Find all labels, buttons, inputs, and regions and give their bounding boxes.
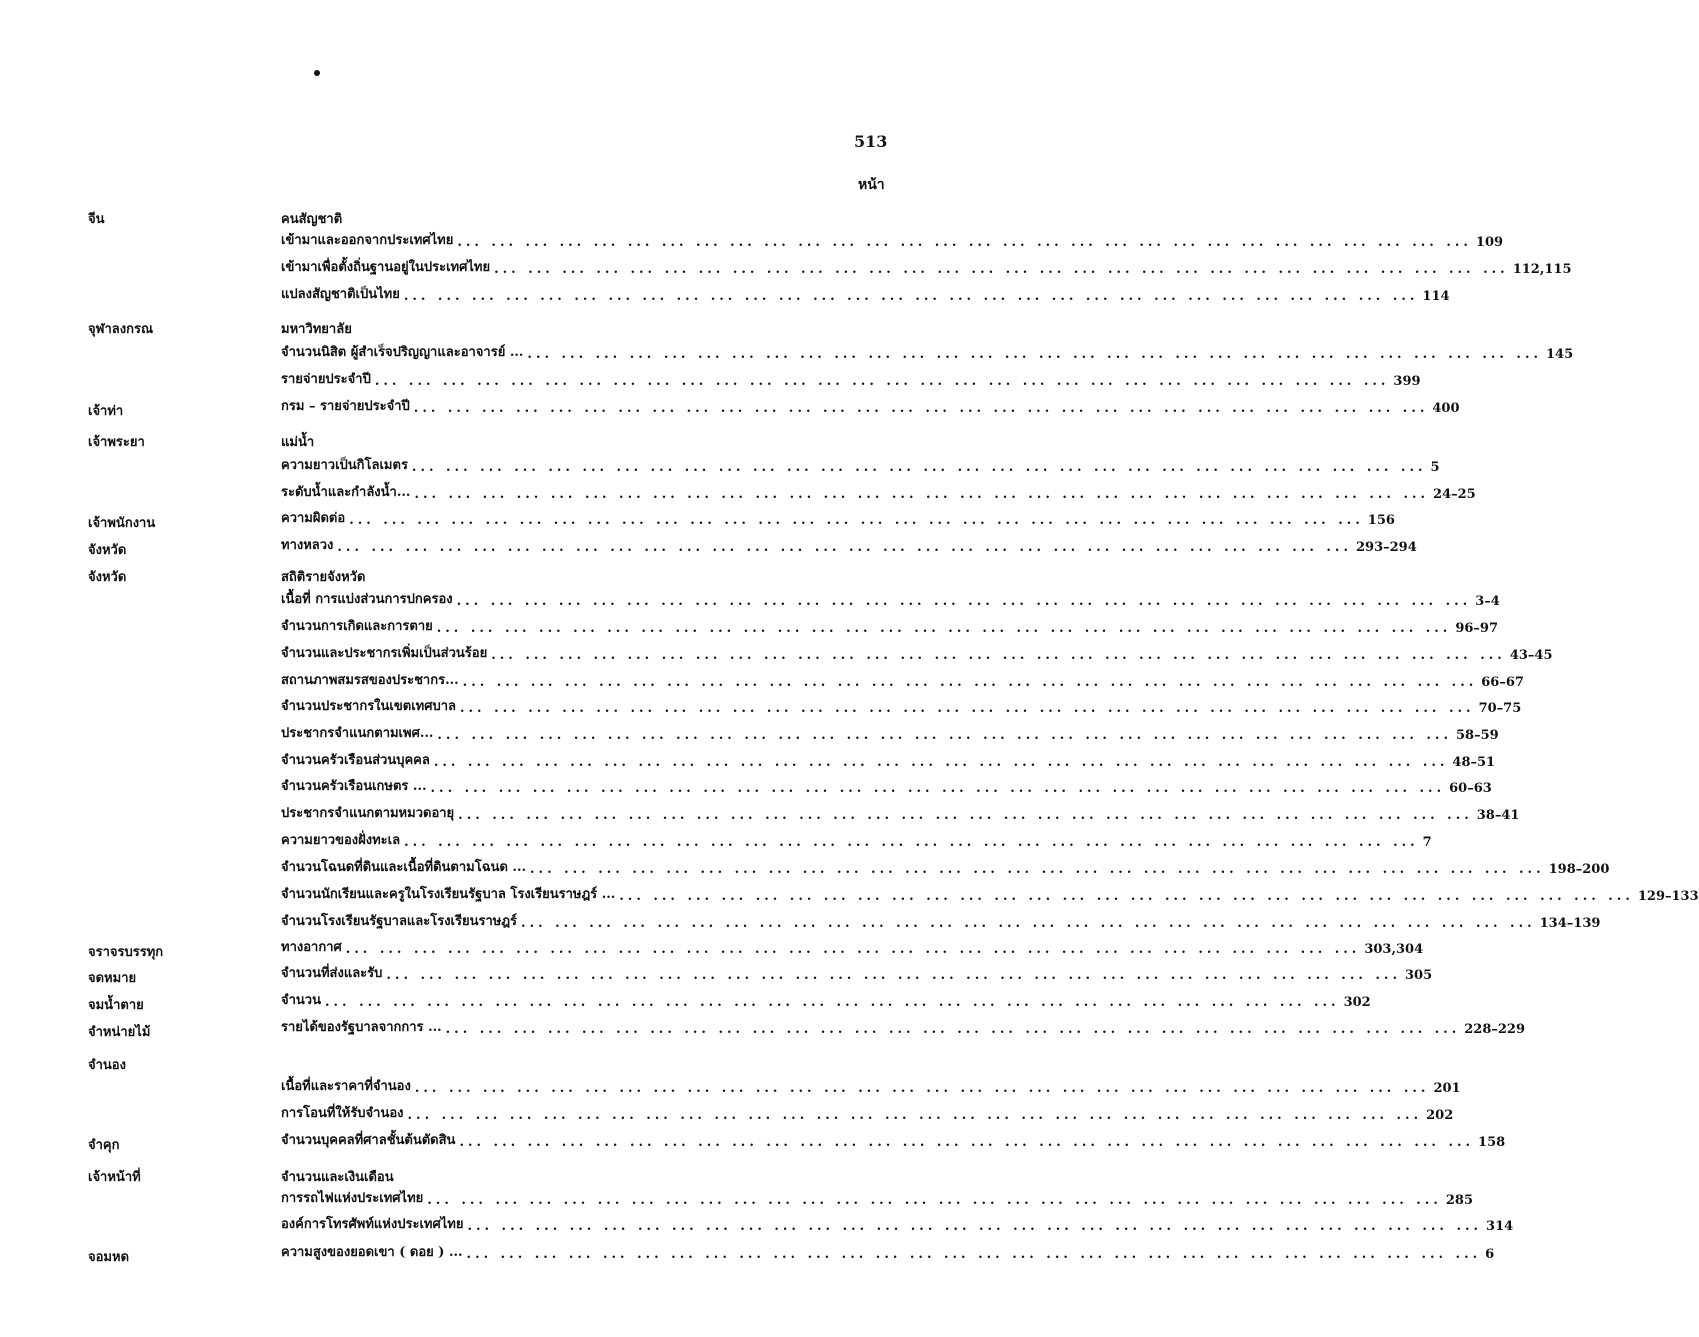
- index-subheading: แม่น้ำ: [281, 435, 315, 450]
- index-row: [281, 965, 1433, 983]
- print-speck: [314, 70, 320, 76]
- dot-leader: ... ... ... ... ... ... ... ... ... ... ... ... ... ... ... ... ... ... ... ... ... ... ... ... ... ... ... ... ... ...: [414, 487, 1430, 502]
- index-subheading: มหาวิทยาลัย: [281, 322, 352, 337]
- index-term: เจ้าหน้าที่: [88, 1170, 141, 1185]
- row-page: 6: [1485, 1247, 1495, 1262]
- row-description: ความยาวของฝั่งทะเล: [281, 833, 401, 848]
- row-page: 66–67: [1481, 675, 1524, 690]
- dot-leader: ... ... ... ... ... ... ... ... ... ... ... ... ... ... ... ... ... ... ... ... ... ... ... ... ... ... ... ... ... ...: [427, 1193, 1442, 1208]
- row-page: 7: [1422, 835, 1432, 850]
- index-term: จำคุก: [88, 1138, 120, 1153]
- row-page: 48–51: [1452, 755, 1496, 770]
- index-row: [281, 859, 1610, 877]
- dot-leader: ... ... ... ... ... ... ... ... ... ... ... ... ... ... ... ... ... ... ... ... ... ... ... ... ... ... ... ... ... ...: [491, 648, 1506, 663]
- index-row: [281, 1078, 1461, 1096]
- dot-leader: ... ... ... ... ... ... ... ... ... ... ... ... ... ... ... ... ... ... ... ... ... ... ... ... ... ... ... ... ... ...: [459, 1135, 1475, 1150]
- index-row: [281, 484, 1476, 502]
- row-page: 96–97: [1455, 621, 1499, 636]
- index-row: [281, 344, 1574, 362]
- index-term: จำหน่ายไม้: [88, 1025, 151, 1040]
- dot-leader: ... ... ... ... ... ... ... ... ... ... ... ... ... ... ... ... ... ... ... ... ... ... ... ... ... ... ... ... ... ...: [494, 262, 1509, 277]
- index-row: [281, 510, 1395, 528]
- row-description: ระดับน้ำและกำลังน้ำ...: [281, 485, 411, 500]
- dot-leader: ... ... ... ... ... ... ... ... ... ... ... ... ... ... ... ... ... ... ... ... ... ... ... ... ... ... ... ... ... ...: [456, 594, 1472, 609]
- dot-leader: ... ... ... ... ... ... ... ... ... ... ... ... ... ... ... ... ... ... ... ... ... ... ... ... ... ... ... ... ... ...: [337, 540, 1352, 555]
- index-row: [281, 232, 1504, 250]
- dot-leader: ... ... ... ... ... ... ... ... ... ... ... ... ... ... ... ... ... ... ... ... ... ... ... ... ... ... ... ... ... ...: [457, 235, 1472, 250]
- index-row: [281, 1132, 1506, 1150]
- index-row: [281, 457, 1440, 475]
- index-term: จังหวัด: [88, 570, 127, 585]
- index-row: [281, 778, 1492, 796]
- row-page: 158: [1478, 1135, 1506, 1150]
- dot-leader: ... ... ... ... ... ... ... ... ... ... ... ... ... ... ... ... ... ... ... ... ... ... ... ... ... ... ... ... ... ...: [445, 1022, 1461, 1037]
- index-row: [281, 913, 1601, 931]
- row-page: 305: [1405, 968, 1433, 983]
- row-page: 43–45: [1509, 648, 1553, 663]
- dot-leader: ... ... ... ... ... ... ... ... ... ... ... ... ... ... ... ... ... ... ... ... ... ... ... ... ... ... ... ... ... ...: [414, 1081, 1430, 1096]
- row-description: กรม – รายจ่ายประจำปี: [281, 399, 410, 414]
- row-page: 5: [1430, 460, 1440, 475]
- row-description: เข้ามาเพื่อตั้งถิ่นฐานอยู่ในประเทศไทย: [281, 260, 491, 275]
- row-description: จำนวนการเกิดและการตาย: [281, 619, 433, 634]
- row-page: 3–4: [1475, 594, 1500, 609]
- index-subheading: สถิติรายจังหวัด: [281, 570, 366, 585]
- index-term: จำนอง: [88, 1058, 126, 1073]
- index-row: [281, 992, 1371, 1010]
- row-page: 228–229: [1464, 1022, 1526, 1037]
- row-page: 156: [1367, 513, 1395, 528]
- row-page: 400: [1432, 401, 1460, 416]
- index-row: [281, 1244, 1495, 1262]
- index-row: [281, 886, 1699, 904]
- row-description: ทางอากาศ: [281, 940, 342, 955]
- index-row: [281, 805, 1520, 823]
- index-term: เจ้าพระยา: [88, 435, 145, 450]
- row-description: ประชากรจำแนกตามหมวดอายุ: [281, 806, 455, 821]
- row-description: สถานภาพสมรสของประชากร...: [281, 673, 459, 688]
- index-term: จอมหด: [88, 1250, 130, 1265]
- row-description: จำนวนนักเรียนและครูในโรงเรียนรัฐบาล โรงเรียนราษฎร์ ...: [281, 887, 616, 902]
- index-term: จีน: [88, 212, 105, 227]
- row-description: จำนวนบุคคลที่ศาลชั้นต้นตัดสิน: [281, 1133, 456, 1148]
- index-subheading: จำนวนและเงินเดือน: [281, 1170, 394, 1185]
- dot-leader: ... ... ... ... ... ... ... ... ... ... ... ... ... ... ... ... ... ... ... ... ... ... ... ... ... ... ... ... ... ...: [411, 460, 1427, 475]
- index-row: [281, 1190, 1473, 1208]
- dot-leader: ... ... ... ... ... ... ... ... ... ... ... ... ... ... ... ... ... ... ... ... ... ... ... ... ... ... ... ... ... ...: [386, 968, 1401, 983]
- index-term: เจ้าท่า: [88, 404, 124, 419]
- row-page: 114: [1422, 289, 1450, 304]
- row-page: 134–139: [1539, 916, 1601, 931]
- dot-leader: ... ... ... ... ... ... ... ... ... ... ... ... ... ... ... ... ... ... ... ... ... ... ... ... ... ... ... ... ... ...: [466, 1247, 1482, 1262]
- dot-leader: ... ... ... ... ... ... ... ... ... ... ... ... ... ... ... ... ... ... ... ... ... ... ... ... ... ... ... ... ... ...: [430, 781, 1446, 796]
- row-page: 201: [1433, 1081, 1461, 1096]
- row-description: จำนวนที่ส่งและรับ: [281, 966, 383, 981]
- row-description: เนื้อที่และราคาที่จำนอง: [281, 1079, 411, 1094]
- row-page: 70–75: [1478, 701, 1522, 716]
- index-term: จุฬาลงกรณ: [88, 322, 154, 337]
- dot-leader: ... ... ... ... ... ... ... ... ... ... ... ... ... ... ... ... ... ... ... ... ... ... ... ... ... ... ... ... ... ...: [459, 701, 1475, 716]
- dot-leader: ... ... ... ... ... ... ... ... ... ... ... ... ... ... ... ... ... ... ... ... ... ... ... ... ... ... ... ... ... ...: [527, 347, 1543, 362]
- page-number: 513: [854, 132, 888, 151]
- row-description: ประชากรจำแนกตามเพศ...: [281, 726, 434, 741]
- row-page: 399: [1393, 374, 1421, 389]
- row-page: 24–25: [1433, 487, 1476, 502]
- index-row: [281, 752, 1496, 770]
- row-description: องค์การโทรศัพท์แห่งประเทศไทย: [281, 1217, 464, 1232]
- index-term: เจ้าพนักงาน: [88, 516, 156, 531]
- row-description: เข้ามาและออกจากประเทศไทย: [281, 233, 454, 248]
- dot-leader: ... ... ... ... ... ... ... ... ... ... ... ... ... ... ... ... ... ... ... ... ... ... ... ... ... ... ... ... ... ...: [521, 916, 1536, 931]
- row-description: จำนวนประชากรในเขตเทศบาล: [281, 699, 456, 714]
- index-row: [281, 286, 1450, 304]
- row-description: ความผิดต่อ: [281, 511, 346, 526]
- row-description: จำนวนและประชากรเพิ่มเป็นส่วนร้อย: [281, 646, 488, 661]
- index-row: [281, 398, 1460, 416]
- dot-leader: ... ... ... ... ... ... ... ... ... ... ... ... ... ... ... ... ... ... ... ... ... ... ... ... ... ... ... ... ... ...: [619, 889, 1634, 904]
- dot-leader: ... ... ... ... ... ... ... ... ... ... ... ... ... ... ... ... ... ... ... ... ... ... ... ... ... ... ... ... ... ...: [530, 862, 1545, 877]
- row-page: 145: [1546, 347, 1574, 362]
- index-row: [281, 698, 1522, 716]
- row-page: 198–200: [1548, 862, 1610, 877]
- row-description: การโอนที่ให้รับจำนอง: [281, 1106, 404, 1121]
- index-row: [281, 537, 1417, 555]
- dot-leader: ... ... ... ... ... ... ... ... ... ... ... ... ... ... ... ... ... ... ... ... ... ... ... ... ... ... ... ... ... ...: [433, 755, 1449, 770]
- row-page: 109: [1475, 235, 1504, 250]
- row-page: 112,115: [1512, 262, 1572, 277]
- row-description: การรถไฟแห่งประเทศไทย: [281, 1191, 424, 1206]
- row-description: จำนวนโรงเรียนรัฐบาลและโรงเรียนราษฎร์: [281, 914, 518, 929]
- row-page: 60–63: [1449, 781, 1492, 796]
- index-row: [281, 832, 1432, 850]
- row-page: 285: [1445, 1193, 1473, 1208]
- dot-leader: ... ... ... ... ... ... ... ... ... ... ... ... ... ... ... ... ... ... ... ... ... ... ... ... ... ... ... ... ... ...: [403, 289, 1419, 304]
- index-row: [281, 1019, 1526, 1037]
- index-row: [281, 618, 1499, 636]
- dot-leader: ... ... ... ... ... ... ... ... ... ... ... ... ... ... ... ... ... ... ... ... ... ... ... ... ... ... ... ... ... ...: [462, 675, 1478, 690]
- row-description: รายจ่ายประจำปี: [281, 372, 371, 387]
- dot-leader: ... ... ... ... ... ... ... ... ... ... ... ... ... ... ... ... ... ... ... ... ... ... ... ... ... ... ... ... ... ...: [349, 513, 1364, 528]
- index-row: [281, 371, 1421, 389]
- row-description: ทางหลวง: [281, 538, 334, 553]
- row-description: จำนวน: [281, 993, 321, 1008]
- row-page: 314: [1486, 1219, 1514, 1234]
- index-row: [281, 1105, 1454, 1123]
- dot-leader: ... ... ... ... ... ... ... ... ... ... ... ... ... ... ... ... ... ... ... ... ... ... ... ... ... ... ... ... ... ...: [467, 1219, 1483, 1234]
- dot-leader: ... ... ... ... ... ... ... ... ... ... ... ... ... ... ... ... ... ... ... ... ... ... ... ... ... ... ... ... ... ...: [458, 808, 1473, 823]
- row-description: จำนวนครัวเรือนส่วนบุคคล: [281, 753, 430, 768]
- index-row: [281, 645, 1553, 663]
- index-row: [281, 672, 1524, 690]
- page-column-label: หน้า: [858, 177, 885, 193]
- row-description: จำนวนโฉนดที่ดินและเนื้อที่ดินตามโฉนด ...: [281, 860, 527, 875]
- row-page: 129–133: [1637, 889, 1699, 904]
- dot-leader: ... ... ... ... ... ... ... ... ... ... ... ... ... ... ... ... ... ... ... ... ... ... ... ... ... ... ... ... ... ...: [437, 728, 1452, 743]
- row-page: 38–41: [1476, 808, 1520, 823]
- index-row: [281, 591, 1500, 609]
- index-subheading: คนสัญชาติ: [281, 212, 343, 227]
- dot-leader: ... ... ... ... ... ... ... ... ... ... ... ... ... ... ... ... ... ... ... ... ... ... ... ... ... ... ... ... ... ...: [407, 1108, 1423, 1123]
- row-description: จำนวนครัวเรือนเกษตร ...: [281, 779, 427, 794]
- dot-leader: ... ... ... ... ... ... ... ... ... ... ... ... ... ... ... ... ... ... ... ... ... ... ... ... ... ... ... ... ... ...: [374, 374, 1390, 389]
- row-page: 58–59: [1456, 728, 1499, 743]
- row-page: 293–294: [1356, 540, 1417, 555]
- index-term: จราจรบรรทุก: [88, 945, 164, 960]
- dot-leader: ... ... ... ... ... ... ... ... ... ... ... ... ... ... ... ... ... ... ... ... ... ... ... ... ... ... ... ... ... ...: [413, 401, 1429, 416]
- index-term: จังหวัด: [88, 543, 127, 558]
- dot-leader: ... ... ... ... ... ... ... ... ... ... ... ... ... ... ... ... ... ... ... ... ... ... ... ... ... ... ... ... ... ...: [404, 835, 1419, 850]
- index-row: [281, 725, 1499, 743]
- index-row: [281, 259, 1572, 277]
- dot-leader: ... ... ... ... ... ... ... ... ... ... ... ... ... ... ... ... ... ... ... ... ... ... ... ... ... ... ... ... ... ...: [436, 621, 1452, 636]
- index-term: จมน้ำตาย: [88, 998, 144, 1013]
- index-row: [281, 1216, 1514, 1234]
- row-description: แปลงสัญชาติเป็นไทย: [281, 287, 400, 302]
- row-page: 303,304: [1364, 942, 1424, 957]
- row-page: 202: [1426, 1108, 1454, 1123]
- row-page: 302: [1343, 995, 1371, 1010]
- row-description: ความสูงของยอดเขา ( ดอย ) ...: [281, 1245, 463, 1260]
- row-description: จำนวนนิสิต ผู้สำเร็จปริญญาและอาจารย์ ...: [281, 345, 524, 360]
- index-term: จดหมาย: [88, 971, 137, 986]
- dot-leader: ... ... ... ... ... ... ... ... ... ... ... ... ... ... ... ... ... ... ... ... ... ... ... ... ... ... ... ... ... ...: [325, 995, 1340, 1010]
- row-description: เนื้อที่ การแบ่งส่วนการปกครอง: [281, 592, 453, 607]
- row-description: ความยาวเป็นกิโลเมตร: [281, 458, 408, 473]
- row-description: รายได้ของรัฐบาลจากการ ...: [281, 1020, 442, 1035]
- dot-leader: ... ... ... ... ... ... ... ... ... ... ... ... ... ... ... ... ... ... ... ... ... ... ... ... ... ... ... ... ... ...: [345, 942, 1361, 957]
- index-row: [281, 939, 1424, 957]
